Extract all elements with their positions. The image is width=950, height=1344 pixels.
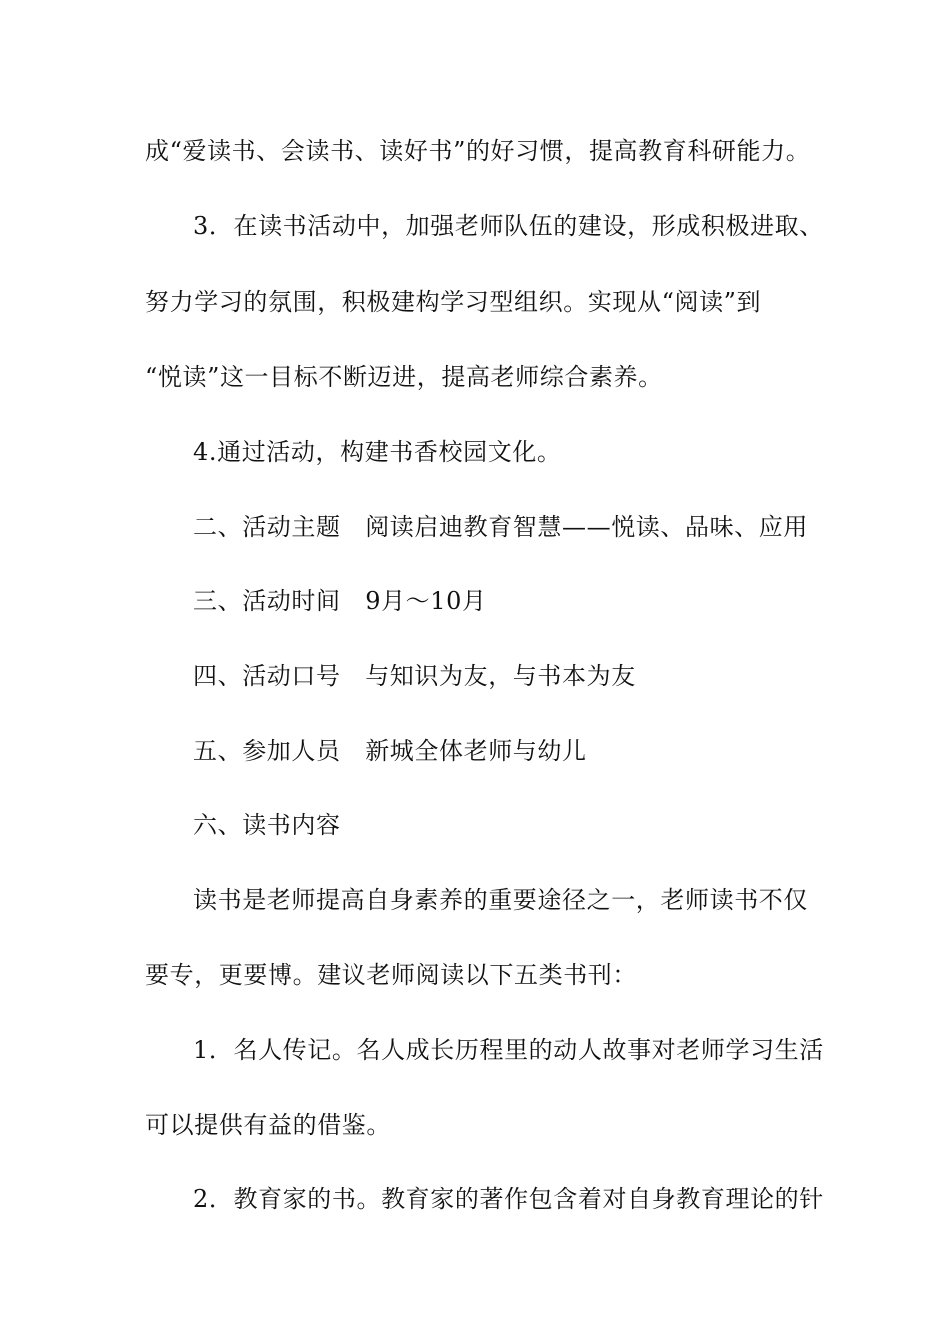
text-line-9: 五、参加人员 新城全体老师与幼儿 — [193, 737, 587, 765]
text-line-5: 4.通过活动，构建书香校园文化。 — [193, 438, 562, 466]
text-line-7: 三、活动时间 9月～10月 — [193, 587, 487, 615]
text-line-11: 读书是老师提高自身素养的重要途径之一，老师读书不仅 — [193, 886, 808, 914]
text-line-13: 1．名人传记。名人成长历程里的动人故事对老师学习生活 — [193, 1036, 824, 1064]
text-line-14: 可以提供有益的借鉴。 — [145, 1111, 391, 1139]
text-line-12: 要专，更要博。建议老师阅读以下五类书刊： — [145, 961, 637, 989]
text-line-8: 四、活动口号 与知识为友，与书本为友 — [193, 662, 636, 690]
text-line-15: 2．教育家的书。教育家的著作包含着对自身教育理论的针 — [193, 1185, 824, 1213]
text-line-10: 六、读书内容 — [193, 811, 341, 839]
text-line-2: 3．在读书活动中，加强老师队伍的建设，形成积极进取、 — [193, 212, 824, 240]
text-line-3: 努力学习的氛围，积极建构学习型组织。实现从“阅读”到 — [145, 288, 762, 316]
text-line-4: “悦读”这一目标不断迈进，提高老师综合素养。 — [145, 363, 663, 391]
text-line-1: 成“爱读书、会读书、读好书”的好习惯，提高教育科研能力。 — [145, 137, 811, 165]
text-line-6: 二、活动主题 阅读启迪教育智慧——悦读、品味、应用 — [193, 513, 808, 541]
